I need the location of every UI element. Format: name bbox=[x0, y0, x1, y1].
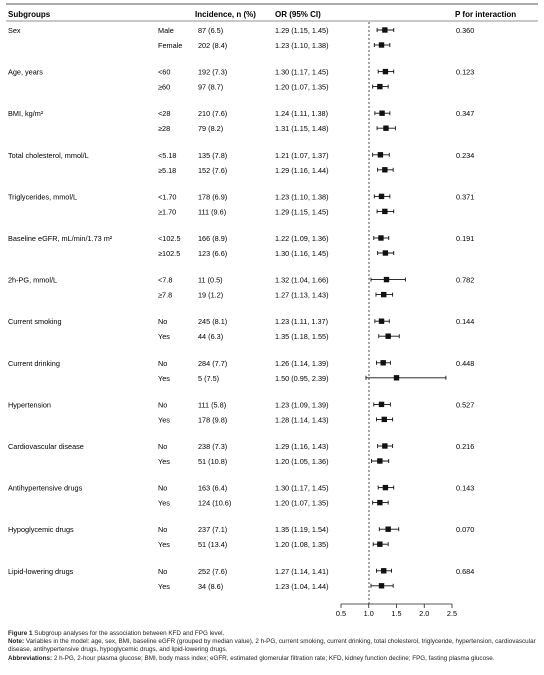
or-ci-text: 1.28 (1.14, 1.43) bbox=[275, 415, 329, 425]
group-label: Hypertension bbox=[8, 400, 51, 410]
level-label: ≥7.8 bbox=[158, 290, 173, 300]
or-ci-text: 1.27 (1.13, 1.43) bbox=[275, 290, 329, 300]
header-p: P for interaction bbox=[455, 10, 517, 19]
level-label: <1.70 bbox=[158, 192, 177, 202]
p-interaction-value: 0.143 bbox=[456, 483, 475, 493]
p-interaction-value: 0.234 bbox=[456, 150, 475, 160]
p-interaction-value: 0.144 bbox=[456, 317, 475, 327]
point-estimate bbox=[378, 235, 383, 240]
incidence-value: 135 (7.8) bbox=[198, 150, 228, 160]
point-estimate bbox=[383, 126, 388, 131]
incidence-value: 79 (8.2) bbox=[198, 124, 224, 134]
x-tick-label: 1.0 bbox=[363, 609, 374, 618]
or-ci-text: 1.29 (1.16, 1.43) bbox=[275, 442, 329, 451]
incidence-value: 123 (6.6) bbox=[198, 249, 228, 258]
p-interaction-value: 0.684 bbox=[456, 566, 475, 576]
point-estimate bbox=[379, 402, 384, 407]
or-ci-text: 1.20 (1.08, 1.35) bbox=[275, 540, 329, 550]
point-estimate bbox=[379, 319, 384, 324]
point-estimate bbox=[382, 167, 387, 172]
or-ci-text: 1.50 (0.95, 2.39) bbox=[275, 373, 329, 383]
point-estimate bbox=[377, 500, 382, 505]
or-ci-text: 1.35 (1.18, 1.55) bbox=[275, 332, 329, 342]
or-ci-text: 1.23 (1.09, 1.39) bbox=[275, 400, 329, 410]
or-ci-text: 1.35 (1.19, 1.54) bbox=[275, 525, 329, 535]
group-label: Current smoking bbox=[8, 317, 62, 327]
level-label: No bbox=[158, 525, 168, 535]
incidence-value: 152 (7.6) bbox=[198, 165, 228, 175]
incidence-value: 51 (10.8) bbox=[198, 457, 228, 466]
figure-caption bbox=[8, 630, 538, 663]
level-label: ≥1.70 bbox=[158, 207, 177, 217]
point-estimate bbox=[383, 250, 388, 255]
or-ci-text: 1.21 (1.07, 1.37) bbox=[275, 150, 329, 160]
caption-abbr-label: Abbreviations: bbox=[8, 654, 53, 662]
point-estimate bbox=[383, 69, 388, 74]
point-estimate bbox=[378, 152, 383, 157]
point-estimate bbox=[380, 360, 385, 365]
level-label: No bbox=[158, 483, 168, 493]
p-interaction-value: 0.347 bbox=[456, 109, 475, 119]
or-ci-text: 1.20 (1.07, 1.35) bbox=[275, 82, 329, 92]
x-tick-label: 2.5 bbox=[446, 609, 458, 618]
or-ci-text: 1.30 (1.16, 1.45) bbox=[275, 249, 329, 258]
point-estimate bbox=[379, 42, 384, 47]
point-estimate bbox=[385, 334, 390, 339]
or-ci-text: 1.23 (1.11, 1.37) bbox=[275, 317, 329, 327]
caption-figure-text: Subgroup analyses for the association between KFD and FPG level. bbox=[34, 630, 225, 637]
caption-note-label: Note: bbox=[8, 638, 25, 646]
point-estimate bbox=[383, 485, 388, 490]
point-estimate bbox=[377, 542, 382, 547]
level-label: No bbox=[158, 317, 168, 327]
group-label: Hypoglycemic drugs bbox=[8, 525, 74, 535]
or-ci-text: 1.23 (1.10, 1.38) bbox=[275, 41, 329, 50]
level-label: <28 bbox=[158, 109, 171, 119]
or-ci-text: 1.23 (1.04, 1.44) bbox=[275, 581, 329, 591]
group-label: Triglycerides, mmol/L bbox=[8, 192, 78, 202]
or-ci-text: 1.20 (1.05, 1.36) bbox=[275, 457, 329, 466]
point-estimate bbox=[385, 527, 390, 532]
incidence-value: 178 (6.9) bbox=[198, 192, 228, 202]
level-label: ≥28 bbox=[158, 124, 171, 134]
p-interaction-value: 0.216 bbox=[456, 442, 475, 451]
point-estimate bbox=[379, 194, 384, 199]
level-label: <7.8 bbox=[158, 275, 173, 285]
point-estimate bbox=[394, 375, 399, 380]
group-label: Total cholesterol, mmol/L bbox=[8, 150, 89, 160]
level-label: Yes bbox=[158, 498, 170, 508]
level-label: ≥5.18 bbox=[158, 165, 177, 175]
group-label: Cardiovascular disease bbox=[8, 442, 84, 451]
level-label: Female bbox=[158, 41, 183, 50]
point-estimate bbox=[379, 111, 384, 116]
incidence-value: 192 (7.3) bbox=[198, 67, 228, 77]
p-interaction-value: 0.782 bbox=[456, 275, 475, 285]
incidence-value: 252 (7.6) bbox=[198, 566, 228, 576]
point-estimate bbox=[379, 583, 384, 588]
x-tick-label: 0.5 bbox=[335, 609, 347, 618]
p-interaction-value: 0.371 bbox=[456, 192, 475, 202]
incidence-value: 111 (9.6) bbox=[198, 207, 227, 217]
incidence-value: 245 (8.1) bbox=[198, 317, 228, 327]
point-estimate bbox=[377, 84, 382, 89]
header-incidence: Incidence, n (%) bbox=[195, 10, 256, 19]
or-ci-text: 1.26 (1.14, 1.39) bbox=[275, 358, 329, 368]
caption-note-text: Variables in the model: age, sex, BMI, baseline eGFR (grouped by median value), 2 h-PG, current smoking, current drinking, total cholesterol, triglyceride, hypertension, cardiovascular disease, antihypertensive drugs, hypoglycemic drugs, and lipid-lowering drugs. bbox=[8, 638, 536, 654]
point-estimate bbox=[384, 277, 389, 282]
level-label: Yes bbox=[158, 415, 170, 425]
point-estimate bbox=[381, 568, 386, 573]
incidence-value: 166 (8.9) bbox=[198, 234, 228, 243]
group-label: Antihypertensive drugs bbox=[8, 483, 83, 493]
group-label: Sex bbox=[8, 26, 21, 35]
x-tick-label: 1.5 bbox=[391, 609, 402, 618]
or-ci-text: 1.31 (1.15, 1.48) bbox=[275, 124, 329, 134]
or-ci-text: 1.27 (1.14, 1.41) bbox=[275, 566, 329, 576]
p-interaction-value: 0.070 bbox=[456, 525, 475, 535]
p-interaction-value: 0.123 bbox=[456, 67, 475, 77]
point-estimate bbox=[377, 458, 382, 463]
level-label: Male bbox=[158, 26, 174, 35]
incidence-value: 111 (5.8) bbox=[198, 400, 227, 410]
incidence-value: 97 (8.7) bbox=[198, 82, 224, 92]
p-interaction-value: 0.360 bbox=[456, 26, 475, 35]
incidence-value: 238 (7.3) bbox=[198, 442, 228, 451]
x-tick-label: 2.0 bbox=[419, 609, 430, 618]
incidence-value: 44 (6.3) bbox=[198, 332, 224, 342]
level-label: Yes bbox=[158, 457, 170, 466]
or-ci-text: 1.29 (1.16, 1.44) bbox=[275, 165, 329, 175]
point-estimate bbox=[381, 292, 386, 297]
incidence-value: 87 (6.5) bbox=[198, 26, 224, 35]
level-label: <5.18 bbox=[158, 150, 177, 160]
or-ci-text: 1.32 (1.04, 1.66) bbox=[275, 275, 329, 285]
caption-figure-label: Figure 1 bbox=[8, 630, 33, 637]
axis-layer bbox=[336, 604, 457, 618]
level-label: Yes bbox=[158, 581, 170, 591]
incidence-value: 202 (8.4) bbox=[198, 41, 228, 50]
incidence-value: 11 (0.5) bbox=[198, 275, 223, 285]
incidence-value: 284 (7.7) bbox=[198, 358, 228, 368]
group-label: Lipid-lowering drugs bbox=[8, 566, 74, 576]
level-label: Yes bbox=[158, 373, 170, 383]
incidence-value: 124 (10.6) bbox=[198, 498, 232, 508]
p-interaction-value: 0.448 bbox=[456, 358, 475, 368]
or-ci-text: 1.23 (1.10, 1.38) bbox=[275, 192, 329, 202]
incidence-value: 5 (7.5) bbox=[198, 373, 220, 383]
or-ci-text: 1.29 (1.15, 1.45) bbox=[275, 207, 329, 217]
header-or: OR (95% CI) bbox=[275, 10, 321, 19]
level-label: ≥60 bbox=[158, 82, 171, 92]
or-ci-text: 1.29 (1.15, 1.45) bbox=[275, 26, 329, 35]
incidence-value: 237 (7.1) bbox=[198, 525, 228, 535]
point-estimate bbox=[382, 443, 387, 448]
level-label: No bbox=[158, 566, 168, 576]
group-label: Current drinking bbox=[8, 358, 60, 368]
p-interaction-value: 0.527 bbox=[456, 400, 475, 410]
header-subgroups: Subgroups bbox=[8, 10, 51, 19]
or-ci-text: 1.30 (1.17, 1.45) bbox=[275, 67, 329, 77]
level-label: No bbox=[158, 400, 168, 410]
group-label: BMI, kg/m² bbox=[8, 109, 44, 119]
group-label: 2h-PG, mmol/L bbox=[8, 275, 58, 285]
level-label: Yes bbox=[158, 332, 170, 342]
point-estimate bbox=[382, 417, 387, 422]
group-label: Baseline eGFR, mL/min/1.73 m² bbox=[8, 234, 113, 243]
rows-layer bbox=[8, 26, 474, 591]
group-label: Age, years bbox=[8, 67, 43, 77]
or-ci-text: 1.30 (1.17, 1.45) bbox=[275, 483, 329, 493]
or-ci-text: 1.20 (1.07, 1.35) bbox=[275, 498, 329, 508]
level-label: Yes bbox=[158, 540, 170, 550]
p-interaction-value: 0.191 bbox=[456, 234, 475, 243]
level-label: ≥102.5 bbox=[158, 249, 181, 258]
incidence-value: 51 (13.4) bbox=[198, 540, 228, 550]
or-ci-text: 1.24 (1.11, 1.38) bbox=[275, 109, 329, 119]
or-ci-text: 1.22 (1.09, 1.36) bbox=[275, 234, 329, 243]
level-label: <102.5 bbox=[158, 234, 181, 243]
caption-abbr-text: 2 h-PG, 2-hour plasma glucose; BMI, body mass index; eGFR, estimated glomerular filtration rate; KFD, kidney function decline; FPG, fasting plasma glucose. bbox=[53, 654, 495, 662]
level-label: <60 bbox=[158, 67, 171, 77]
level-label: No bbox=[158, 358, 168, 368]
incidence-value: 34 (8.6) bbox=[198, 581, 224, 591]
point-estimate bbox=[382, 27, 387, 32]
point-estimate bbox=[382, 209, 387, 214]
incidence-value: 178 (9.8) bbox=[198, 415, 228, 425]
incidence-value: 210 (7.6) bbox=[198, 109, 228, 119]
level-label: No bbox=[158, 442, 168, 451]
incidence-value: 19 (1.2) bbox=[198, 290, 224, 300]
incidence-value: 163 (6.4) bbox=[198, 483, 228, 493]
